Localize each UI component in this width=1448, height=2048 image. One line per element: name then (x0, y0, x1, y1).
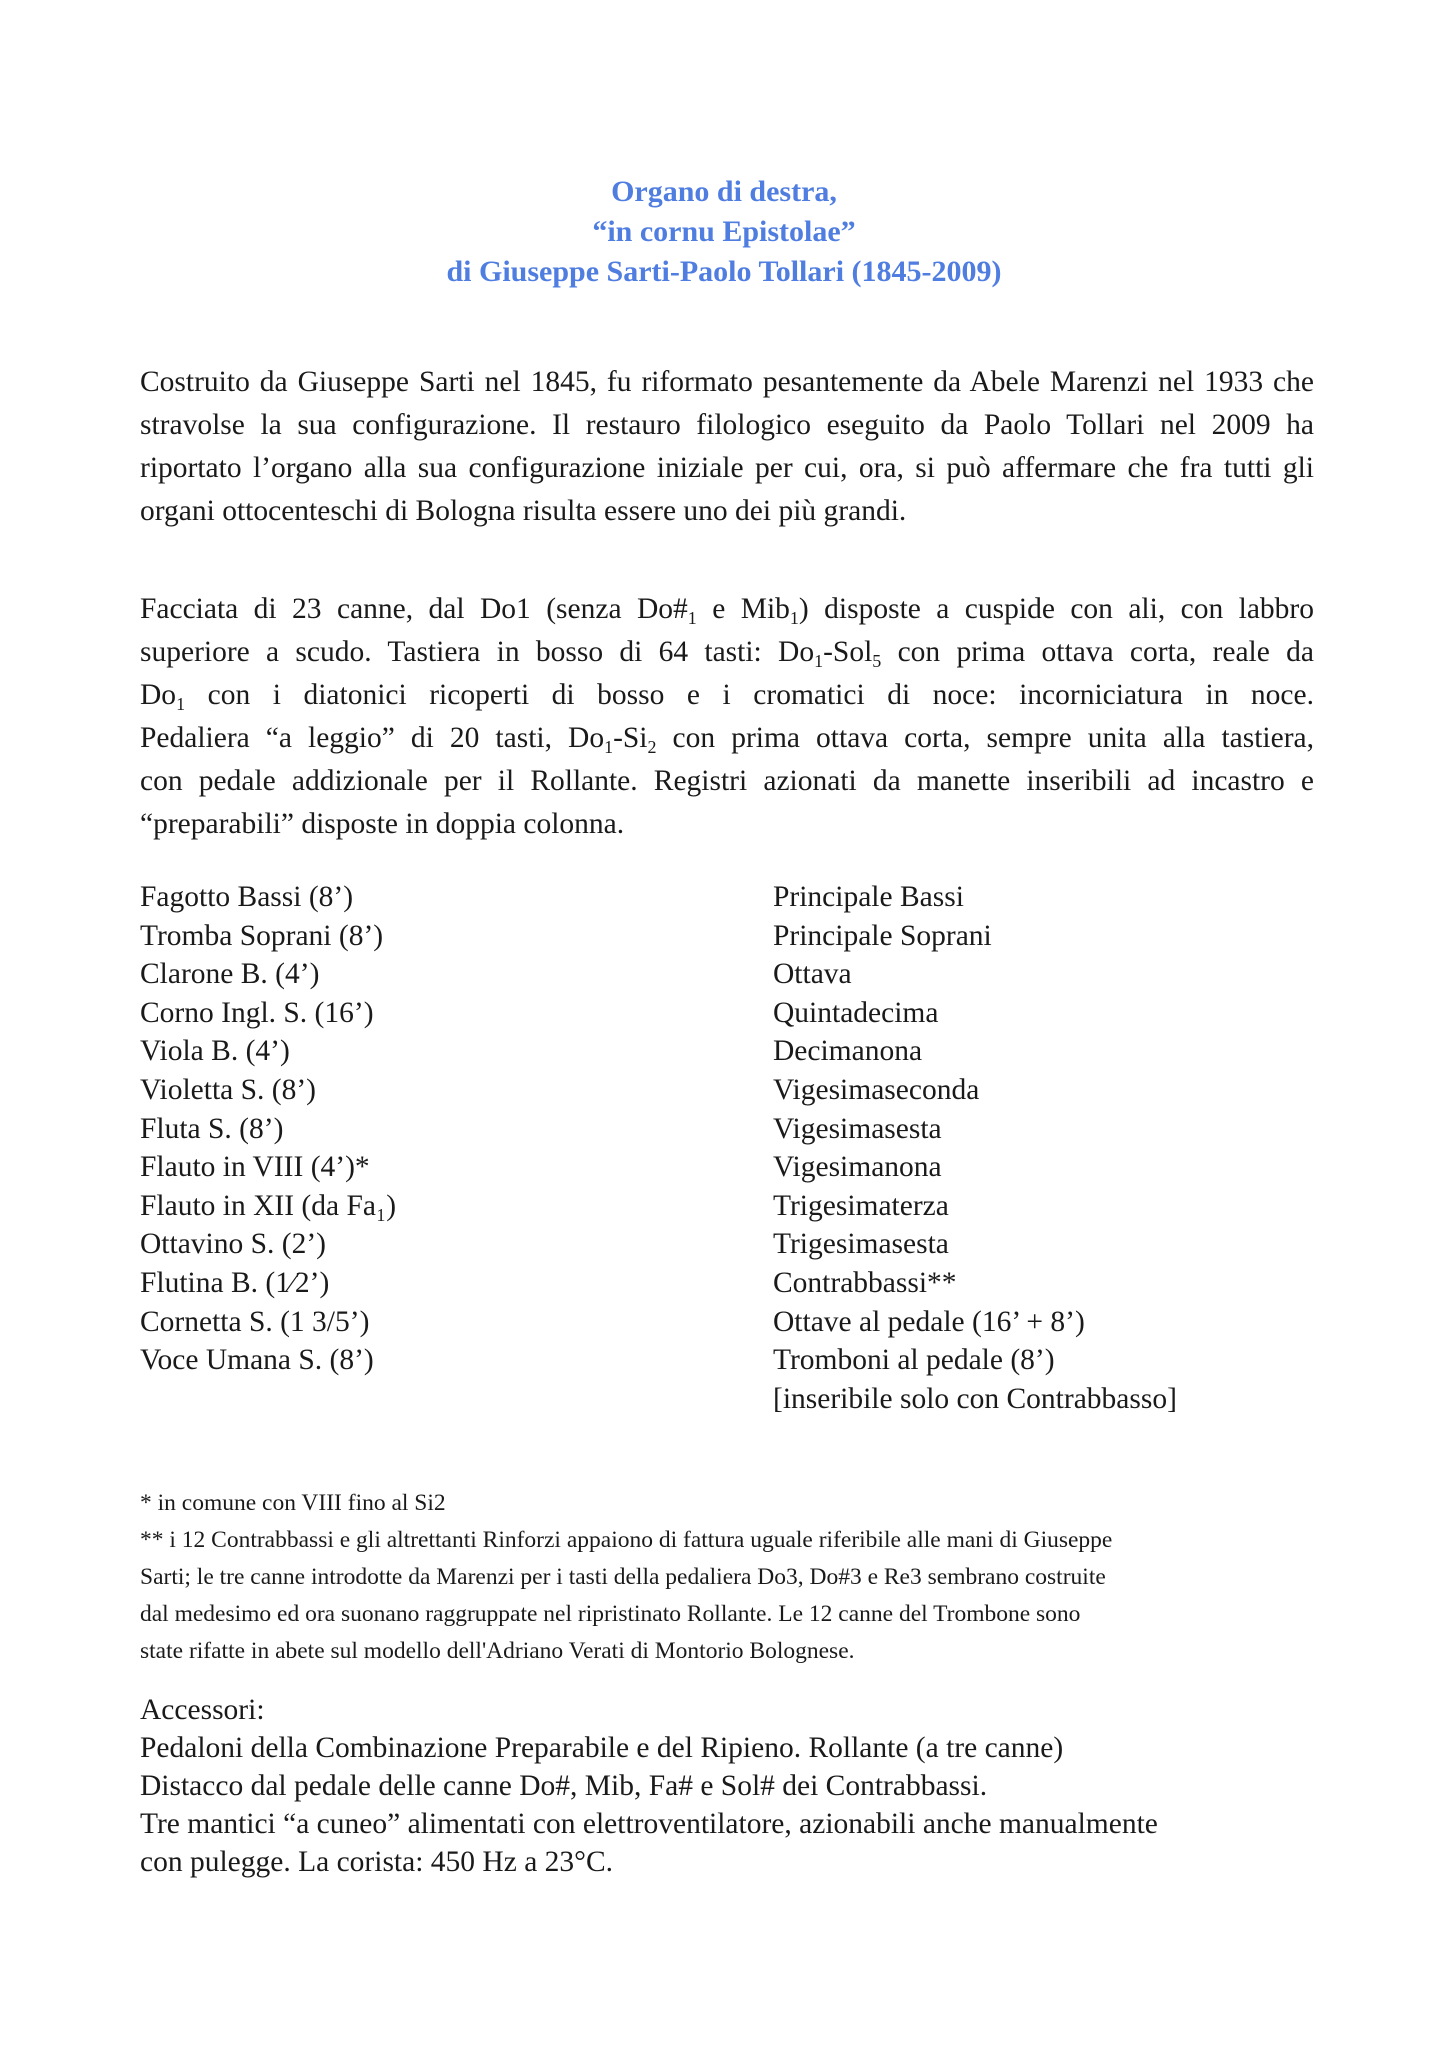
accessories-line-2: Distacco dal pedale delle canne Do#, Mib, Fa# e Sol# dei Contrabbassi. (140, 1770, 988, 1802)
stop-item: Tromba Soprani (8’) (140, 919, 384, 952)
footnote-2-line-4: state rifatte in abete sul modello dell'Adriano Verati di Montorio Bolognese. (140, 1638, 855, 1664)
footnote-2-line-1: ** i 12 Contrabbassi e gli altrettanti Rinforzi appaiono di fattura uguale riferibile alle mani di Giuseppe (140, 1527, 1113, 1553)
accessories-section (140, 1691, 1320, 1881)
stop-item: Corno Ingl. S. (16’) (140, 996, 374, 1029)
stop-item: Fluta S. (8’) (140, 1112, 284, 1145)
description-line-5: con pedale addizionale per il Rollante. Registri azionati da manette inseribili ad incastro e (140, 765, 1314, 797)
stops-column-right (773, 878, 1177, 1418)
accessories-heading: Accessori: (140, 1694, 265, 1726)
stop-item: Principale Soprani (773, 919, 992, 952)
stop-item: Viola B. (4’) (140, 1035, 290, 1068)
footnotes (140, 1485, 1320, 1670)
stop-item: Trigesimasesta (773, 1228, 949, 1261)
title-line-3: di Giuseppe Sarti-Paolo Tollari (1845-2009) (446, 255, 1002, 288)
accessories-line-4: con pulegge. La corista: 450 Hz a 23°C. (140, 1846, 614, 1878)
stop-item: Violetta S. (8’) (140, 1073, 317, 1106)
stop-item: Ottava (773, 958, 852, 991)
stop-item: Flutina B. (1⁄2’) (140, 1266, 330, 1299)
stop-item: Vigesimaseconda (773, 1073, 980, 1106)
title-line-1: Organo di destra, (611, 175, 837, 208)
intro-text: Costruito da Giuseppe Sarti nel 1845, fu riformato pesantemente da Abele Marenzi nel 1933 che stravolse la sua configurazione. Il restauro filologico eseguito da Paolo Tollari nel 2009 ha riportato l’organo alla sua configurazione iniziale per cui, ora, si può affermare che fra tutti gli organi ottocenteschi di Bologna risulta essere uno dei più grandi. (140, 366, 1314, 527)
stop-item: Quintadecima (773, 996, 939, 1029)
description-paragraph (140, 588, 1314, 846)
stop-item: Tromboni al pedale (8’) (773, 1344, 1055, 1377)
stop-item: Flauto in XII (da Fa₁) (140, 1189, 397, 1222)
footnote-1: * in comune con VIII fino al Si2 (140, 1490, 446, 1516)
stop-item: Vigesimanona (773, 1151, 942, 1184)
stop-item: Ottavino S. (2’) (140, 1228, 326, 1261)
accessories-line-1: Pedaloni della Combinazione Preparabile e del Ripieno. Rollante (a tre canne) (140, 1732, 1064, 1764)
stop-item: Ottave al pedale (16’ + 8’) (773, 1305, 1085, 1338)
stop-item: Principale Bassi (773, 881, 964, 913)
document-title (0, 172, 1448, 292)
stop-item: Decimanona (773, 1035, 923, 1068)
description-line-6: “preparabili” disposte in doppia colonna. (140, 808, 625, 840)
intro-paragraph (140, 361, 1314, 533)
footnote-2-line-3: dal medesimo ed ora suonano raggruppate nel ripristinato Rollante. Le 12 canne del Trombone sono (140, 1601, 1081, 1627)
footnote-2-line-2: Sarti; le tre canne introdotte da Marenzi per i tasti della pedaliera Do3, Do#3 e Re3 sembrano costruite (140, 1564, 1106, 1590)
description-line-1: Facciata di 23 canne, dal Do1 (senza $Do\#_1$ e Mib$_1$) disposte a cuspide con ali, con labbro (140, 593, 1314, 628)
stops-column-left (140, 878, 396, 1380)
stop-item: Cornetta S. (1 3/5’) (140, 1305, 370, 1338)
description-line-4: Pedaliera “a leggio” di 20 tasti, $Do_1-Si_2$ con prima ottava corta, sempre unita alla tastiera, (140, 722, 1314, 757)
stop-item: Clarone B. (4’) (140, 958, 320, 991)
stop-item: Flauto in VIII (4’)* (140, 1151, 370, 1184)
stop-item: Contrabbassi** (773, 1266, 957, 1299)
stop-item: [inseribile solo con Contrabbasso] (773, 1382, 1177, 1415)
stop-item: Vigesimasesta (773, 1112, 942, 1145)
stop-item: Voce Umana S. (8’) (140, 1344, 374, 1377)
accessories-line-3: Tre mantici “a cuneo” alimentati con elettroventilatore, azionabili anche manualmente (140, 1808, 1158, 1840)
description-line-2: superiore a scudo. Tastiera in bosso di 64 tasti: $Do_1-Sol_5$ con prima ottava corta, reale da (140, 636, 1314, 671)
stop-item: Fagotto Bassi (8’) (140, 881, 354, 913)
stop-item: Trigesimaterza (773, 1189, 949, 1222)
title-line-2: “in cornu Epistolae” (592, 215, 856, 248)
description-line-3: $Do_1$ con i diatonici ricoperti di bosso e i cromatici di noce: incorniciatura in noce. (140, 679, 1314, 714)
